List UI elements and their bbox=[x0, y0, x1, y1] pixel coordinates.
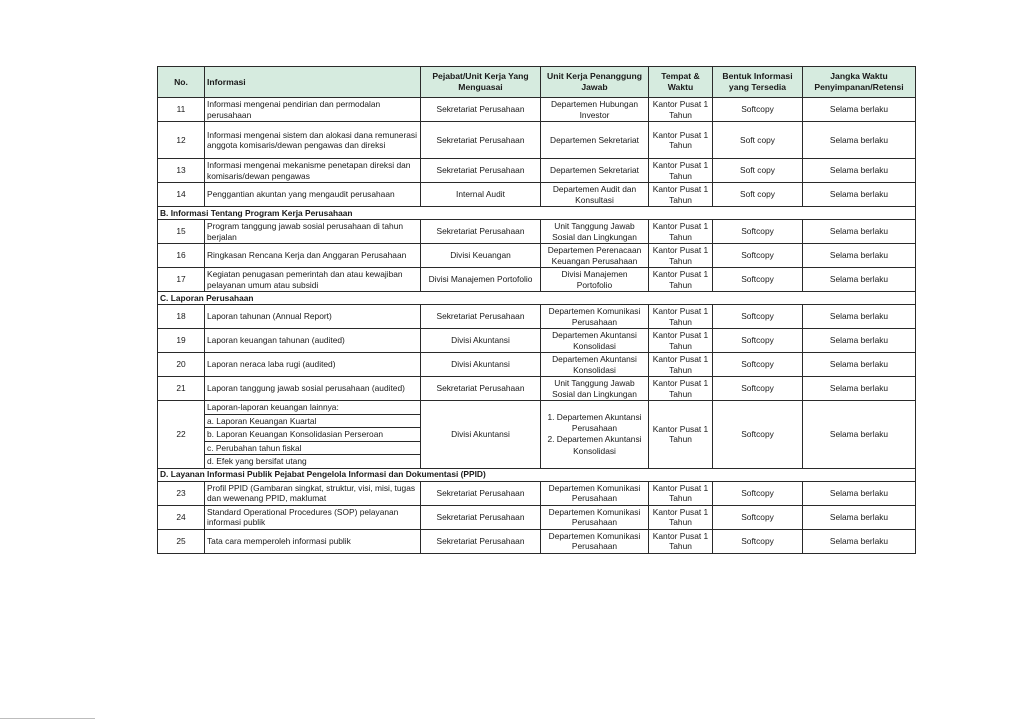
cell-bentuk-informasi: Softcopy bbox=[713, 305, 803, 329]
cell-pejabat: Sekretariat Perusahaan bbox=[421, 122, 541, 159]
cell-informasi: Tata cara memperoleh informasi publik bbox=[205, 529, 421, 553]
cell-jangka-waktu: Selama berlaku bbox=[803, 183, 916, 207]
section-heading: B. Informasi Tentang Program Kerja Perusahaan bbox=[158, 207, 916, 220]
table-row bbox=[158, 529, 916, 553]
cell-informasi: Penggantian akuntan yang mengaudit perusahaan bbox=[205, 183, 421, 207]
informasi-sub-item: d. Efek yang bersifat utang bbox=[207, 456, 307, 466]
header-no: No. bbox=[158, 67, 205, 98]
cell-tempat-waktu: Kantor Pusat 1 Tahun bbox=[649, 183, 713, 207]
cell-pejabat: Sekretariat Perusahaan bbox=[421, 98, 541, 122]
table-row bbox=[158, 481, 916, 505]
cell-no: 23 bbox=[158, 481, 205, 505]
cell-no: 18 bbox=[158, 305, 205, 329]
table-row bbox=[158, 329, 916, 353]
cell-pejabat: Divisi Keuangan bbox=[421, 244, 541, 268]
cell-jangka-waktu: Selama berlaku bbox=[803, 305, 916, 329]
cell-unit-kerja: Departemen Perenacaan Keuangan Perusahaan bbox=[541, 244, 649, 268]
cell-no: 22 bbox=[158, 401, 205, 469]
cell-tempat-waktu: Kantor Pusat 1 Tahun bbox=[649, 377, 713, 401]
cell-pejabat: Divisi Akuntansi bbox=[421, 353, 541, 377]
cell-no: 24 bbox=[158, 505, 205, 529]
header-jangka-waktu: Jangka Waktu Penyimpanan/Retensi bbox=[803, 67, 916, 98]
cell-bentuk-informasi: Softcopy bbox=[713, 505, 803, 529]
cell-bentuk-informasi: Softcopy bbox=[713, 401, 803, 469]
informasi-sub-item: c. Perubahan tahun fiskal bbox=[205, 442, 420, 456]
informasi-sub-item: a. Laporan Keuangan Kuartal bbox=[205, 415, 420, 429]
cell-bentuk-informasi: Soft copy bbox=[713, 159, 803, 183]
cell-tempat-waktu: Kantor Pusat 1 Tahun bbox=[649, 220, 713, 244]
cell-unit-kerja bbox=[541, 401, 649, 469]
cell-pejabat: Sekretariat Perusahaan bbox=[421, 377, 541, 401]
cell-pejabat: Sekretariat Perusahaan bbox=[421, 159, 541, 183]
cell-tempat-waktu: Kantor Pusat 1 Tahun bbox=[649, 98, 713, 122]
cell-no: 21 bbox=[158, 377, 205, 401]
cell-jangka-waktu: Selama berlaku bbox=[803, 98, 916, 122]
cell-no: 20 bbox=[158, 353, 205, 377]
cell-tempat-waktu: Kantor Pusat 1 Tahun bbox=[649, 401, 713, 469]
table-row bbox=[158, 159, 916, 183]
cell-jangka-waktu: Selama berlaku bbox=[803, 401, 916, 469]
cell-unit-kerja: Divisi Manajemen Portofolio bbox=[541, 268, 649, 292]
section-heading: C. Laporan Perusahaan bbox=[158, 292, 916, 305]
cell-tempat-waktu: Kantor Pusat 1 Tahun bbox=[649, 353, 713, 377]
cell-informasi: Informasi mengenai mekanisme penetapan direksi dan komisaris/dewan pengawas bbox=[205, 159, 421, 183]
cell-informasi bbox=[205, 401, 421, 469]
table-row bbox=[158, 183, 916, 207]
cell-no: 11 bbox=[158, 98, 205, 122]
cell-unit-kerja: Departemen Komunikasi Perusahaan bbox=[541, 481, 649, 505]
cell-jangka-waktu: Selama berlaku bbox=[803, 481, 916, 505]
section-c-row bbox=[158, 292, 916, 305]
cell-unit-kerja: Departemen Komunikasi Perusahaan bbox=[541, 529, 649, 553]
cell-bentuk-informasi: Soft copy bbox=[713, 183, 803, 207]
cell-tempat-waktu: Kantor Pusat 1 Tahun bbox=[649, 268, 713, 292]
cell-bentuk-informasi: Softcopy bbox=[713, 329, 803, 353]
table-row bbox=[158, 98, 916, 122]
header-pejabat: Pejabat/Unit Kerja Yang Menguasai bbox=[421, 67, 541, 98]
table-row bbox=[158, 377, 916, 401]
cell-bentuk-informasi: Softcopy bbox=[713, 481, 803, 505]
cell-no: 17 bbox=[158, 268, 205, 292]
cell-bentuk-informasi: Softcopy bbox=[713, 529, 803, 553]
table-row bbox=[158, 305, 916, 329]
cell-no: 16 bbox=[158, 244, 205, 268]
cell-informasi: Program tanggung jawab sosial perusahaan di tahun berjalan bbox=[205, 220, 421, 244]
cell-jangka-waktu: Selama berlaku bbox=[803, 505, 916, 529]
cell-informasi: Laporan tahunan (Annual Report) bbox=[205, 305, 421, 329]
table-row bbox=[158, 220, 916, 244]
header-unit-kerja: Unit Kerja Penanggung Jawab bbox=[541, 67, 649, 98]
cell-jangka-waktu: Selama berlaku bbox=[803, 220, 916, 244]
header-tempat-waktu: Tempat & Waktu bbox=[649, 67, 713, 98]
cell-pejabat: Sekretariat Perusahaan bbox=[421, 305, 541, 329]
cell-informasi: Informasi mengenai pendirian dan permodalan perusahaan bbox=[205, 98, 421, 122]
cell-unit-kerja: Departemen Akuntansi Konsolidasi bbox=[541, 353, 649, 377]
information-list-table bbox=[157, 66, 916, 554]
cell-jangka-waktu: Selama berlaku bbox=[803, 329, 916, 353]
cell-no: 25 bbox=[158, 529, 205, 553]
cell-jangka-waktu: Selama berlaku bbox=[803, 377, 916, 401]
cell-unit-kerja: Unit Tanggung Jawab Sosial dan Lingkungan bbox=[541, 220, 649, 244]
cell-pejabat: Divisi Manajemen Portofolio bbox=[421, 268, 541, 292]
scan-artifact-line bbox=[0, 718, 95, 719]
informasi-sub-item: Laporan-laporan keuangan lainnya: bbox=[205, 401, 420, 415]
cell-pejabat: Divisi Akuntansi bbox=[421, 401, 541, 469]
cell-unit-kerja: Departemen Audit dan Konsultasi bbox=[541, 183, 649, 207]
cell-pejabat: Divisi Akuntansi bbox=[421, 329, 541, 353]
cell-jangka-waktu: Selama berlaku bbox=[803, 529, 916, 553]
cell-informasi: Kegiatan penugasan pemerintah dan atau kewajiban pelayanan umum atau subsidi bbox=[205, 268, 421, 292]
unit-kerja-list-line: 1. Departemen Akuntansi bbox=[547, 411, 642, 422]
cell-jangka-waktu: Selama berlaku bbox=[803, 122, 916, 159]
cell-unit-kerja: Departemen Komunikasi Perusahaan bbox=[541, 305, 649, 329]
table-row bbox=[158, 244, 916, 268]
cell-unit-kerja: Departemen Sekretariat bbox=[541, 159, 649, 183]
cell-informasi: Profil PPID (Gambaran singkat, struktur, visi, misi, tugas dan wewenang PPID, maklumat bbox=[205, 481, 421, 505]
cell-unit-kerja: Departemen Akuntansi Konsolidasi bbox=[541, 329, 649, 353]
cell-tempat-waktu: Kantor Pusat 1 Tahun bbox=[649, 159, 713, 183]
cell-jangka-waktu: Selama berlaku bbox=[803, 268, 916, 292]
unit-kerja-list-line: Konsolidasi bbox=[573, 445, 616, 456]
table-row bbox=[158, 505, 916, 529]
cell-unit-kerja: Departemen Hubungan Investor bbox=[541, 98, 649, 122]
cell-bentuk-informasi: Softcopy bbox=[713, 377, 803, 401]
cell-tempat-waktu: Kantor Pusat 1 Tahun bbox=[649, 122, 713, 159]
cell-pejabat: Sekretariat Perusahaan bbox=[421, 529, 541, 553]
cell-tempat-waktu: Kantor Pusat 1 Tahun bbox=[649, 305, 713, 329]
cell-bentuk-informasi: Softcopy bbox=[713, 220, 803, 244]
cell-informasi: Ringkasan Rencana Kerja dan Anggaran Perusahaan bbox=[205, 244, 421, 268]
cell-no: 12 bbox=[158, 122, 205, 159]
table-row bbox=[158, 268, 916, 292]
header-informasi: Informasi bbox=[205, 67, 421, 98]
cell-informasi: Laporan neraca laba rugi (audited) bbox=[205, 353, 421, 377]
table-header-row bbox=[158, 67, 916, 98]
informasi-sub-item: b. Laporan Keuangan Konsolidasian Perseroan bbox=[205, 428, 420, 442]
cell-tempat-waktu: Kantor Pusat 1 Tahun bbox=[649, 529, 713, 553]
cell-unit-kerja: Departemen Komunikasi Perusahaan bbox=[541, 505, 649, 529]
cell-bentuk-informasi: Softcopy bbox=[713, 244, 803, 268]
cell-no: 13 bbox=[158, 159, 205, 183]
section-d-row bbox=[158, 468, 916, 481]
cell-pejabat: Internal Audit bbox=[421, 183, 541, 207]
cell-tempat-waktu: Kantor Pusat 1 Tahun bbox=[649, 481, 713, 505]
cell-jangka-waktu: Selama berlaku bbox=[803, 353, 916, 377]
cell-no: 14 bbox=[158, 183, 205, 207]
cell-bentuk-informasi: Soft copy bbox=[713, 122, 803, 159]
cell-pejabat: Sekretariat Perusahaan bbox=[421, 220, 541, 244]
cell-bentuk-informasi: Softcopy bbox=[713, 353, 803, 377]
cell-unit-kerja: Departemen Sekretariat bbox=[541, 122, 649, 159]
cell-jangka-waktu: Selama berlaku bbox=[803, 244, 916, 268]
cell-informasi: Standard Operational Procedures (SOP) pelayanan informasi publik bbox=[205, 505, 421, 529]
cell-tempat-waktu: Kantor Pusat 1 Tahun bbox=[649, 329, 713, 353]
table-row bbox=[158, 353, 916, 377]
cell-pejabat: Sekretariat Perusahaan bbox=[421, 481, 541, 505]
unit-kerja-list-line: 2. Departemen Akuntansi bbox=[547, 434, 642, 445]
unit-kerja-list-line: Perusahaan bbox=[571, 422, 618, 433]
cell-tempat-waktu: Kantor Pusat 1 Tahun bbox=[649, 244, 713, 268]
header-bentuk-informasi: Bentuk Informasi yang Tersedia bbox=[713, 67, 803, 98]
cell-bentuk-informasi: Softcopy bbox=[713, 98, 803, 122]
cell-informasi: Informasi mengenai sistem dan alokasi dana remunerasi anggota komisaris/dewan pengawas dan direksi bbox=[205, 122, 421, 159]
cell-no: 19 bbox=[158, 329, 205, 353]
cell-informasi: Laporan keuangan tahunan (audited) bbox=[205, 329, 421, 353]
cell-informasi: Laporan tanggung jawab sosial perusahaan (audited) bbox=[205, 377, 421, 401]
cell-jangka-waktu: Selama berlaku bbox=[803, 159, 916, 183]
cell-bentuk-informasi: Softcopy bbox=[713, 268, 803, 292]
table-row bbox=[158, 122, 916, 159]
cell-tempat-waktu: Kantor Pusat 1 Tahun bbox=[649, 505, 713, 529]
cell-unit-kerja: Unit Tanggung Jawab Sosial dan Lingkungan bbox=[541, 377, 649, 401]
cell-no: 15 bbox=[158, 220, 205, 244]
section-heading: D. Layanan Informasi Publik Pejabat Pengelola Informasi dan Dokumentasi (PPID) bbox=[158, 468, 916, 481]
section-b-row bbox=[158, 207, 916, 220]
cell-pejabat: Sekretariat Perusahaan bbox=[421, 505, 541, 529]
table-row bbox=[158, 401, 916, 469]
